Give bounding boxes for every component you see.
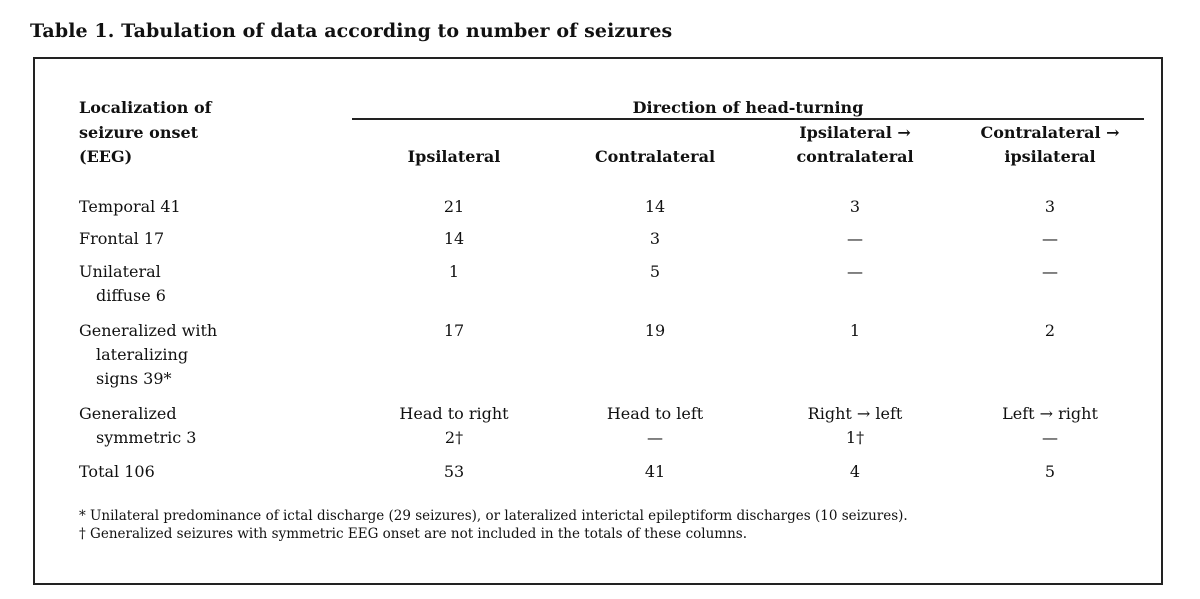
cell-frontal-ipsi-contra: — bbox=[847, 229, 863, 248]
row-label-unilateral-line-1: Unilateral bbox=[79, 262, 161, 281]
cell-generalized-sym-ipsi-contra-line-2: 1† bbox=[845, 428, 865, 447]
cell-unilateral-ipsilateral: 1 bbox=[448, 262, 460, 281]
row-label-frontal: Frontal 17 bbox=[79, 229, 165, 248]
cell-total-ipsilateral: 53 bbox=[443, 462, 465, 481]
row-label-total: Total 106 bbox=[79, 462, 155, 481]
row-label-generalized-lat-line-2: lateralizing bbox=[96, 345, 189, 364]
span-header: Direction of head-turning bbox=[632, 98, 864, 117]
cell-generalized-sym-ipsilateral-line-1: Head to right bbox=[399, 404, 509, 423]
stub-header-line-1: Localization of bbox=[79, 98, 212, 117]
col-header-ipsi-contra-line-1: Ipsilateral → bbox=[799, 123, 911, 142]
cell-total-contra-ipsi: 5 bbox=[1044, 462, 1056, 481]
col-header-ipsilateral: Ipsilateral bbox=[407, 147, 501, 166]
row-label-temporal: Temporal 41 bbox=[79, 197, 181, 216]
cell-generalized-sym-ipsilateral-line-2: 2† bbox=[444, 428, 464, 447]
span-header-rule bbox=[352, 118, 1144, 120]
cell-generalized-lat-contra-ipsi: 2 bbox=[1044, 321, 1056, 340]
row-label-generalized-lat-line-1: Generalized with bbox=[79, 321, 218, 340]
cell-frontal-ipsilateral: 14 bbox=[443, 229, 465, 248]
cell-generalized-sym-contra-ipsi-line-1: Left → right bbox=[1002, 404, 1098, 423]
cell-unilateral-contralateral: 5 bbox=[649, 262, 661, 281]
cell-frontal-contra-ipsi: — bbox=[1042, 229, 1058, 248]
cell-temporal-ipsi-contra: 3 bbox=[849, 197, 861, 216]
cell-unilateral-contra-ipsi: — bbox=[1042, 262, 1058, 281]
col-header-contra-ipsi-line-2: ipsilateral bbox=[1004, 147, 1096, 166]
footnote-dagger: † Generalized seizures with symmetric EEG onset are not included in the totals of these columns. bbox=[79, 526, 747, 542]
cell-generalized-sym-contralateral-line-2: — bbox=[647, 428, 663, 447]
stub-header-line-2: seizure onset bbox=[79, 123, 199, 142]
cell-generalized-sym-contra-ipsi-line-2: — bbox=[1042, 428, 1058, 447]
col-header-contralateral: Contralateral bbox=[594, 147, 716, 166]
cell-frontal-contralateral: 3 bbox=[649, 229, 661, 248]
row-label-generalized-lat-line-3: signs 39* bbox=[96, 369, 172, 388]
cell-generalized-sym-contralateral-line-1: Head to left bbox=[606, 404, 704, 423]
footnote-asterisk: * Unilateral predominance of ictal discharge (29 seizures), or lateralized interictal epileptiform discharges (10 seizures). bbox=[79, 508, 908, 524]
table-title: Table 1. Tabulation of data according to number of seizures bbox=[30, 20, 673, 42]
stub-header-line-3: (EEG) bbox=[79, 147, 133, 166]
cell-generalized-lat-contralateral: 19 bbox=[644, 321, 666, 340]
cell-total-ipsi-contra: 4 bbox=[849, 462, 861, 481]
cell-total-contralateral: 41 bbox=[644, 462, 666, 481]
col-header-contra-ipsi-line-1: Contralateral → bbox=[980, 123, 1120, 142]
row-label-unilateral-line-2: diffuse 6 bbox=[96, 286, 166, 305]
cell-temporal-ipsilateral: 21 bbox=[443, 197, 465, 216]
cell-temporal-contra-ipsi: 3 bbox=[1044, 197, 1056, 216]
row-label-generalized-sym-line-1: Generalized bbox=[79, 404, 177, 423]
cell-temporal-contralateral: 14 bbox=[644, 197, 666, 216]
row-label-generalized-sym-line-2: symmetric 3 bbox=[96, 428, 197, 447]
col-header-ipsi-contra-line-2: contralateral bbox=[796, 147, 914, 166]
cell-generalized-lat-ipsilateral: 17 bbox=[443, 321, 465, 340]
cell-generalized-sym-ipsi-contra-line-1: Right → left bbox=[807, 404, 903, 423]
cell-generalized-lat-ipsi-contra: 1 bbox=[849, 321, 861, 340]
cell-unilateral-ipsi-contra: — bbox=[847, 262, 863, 281]
